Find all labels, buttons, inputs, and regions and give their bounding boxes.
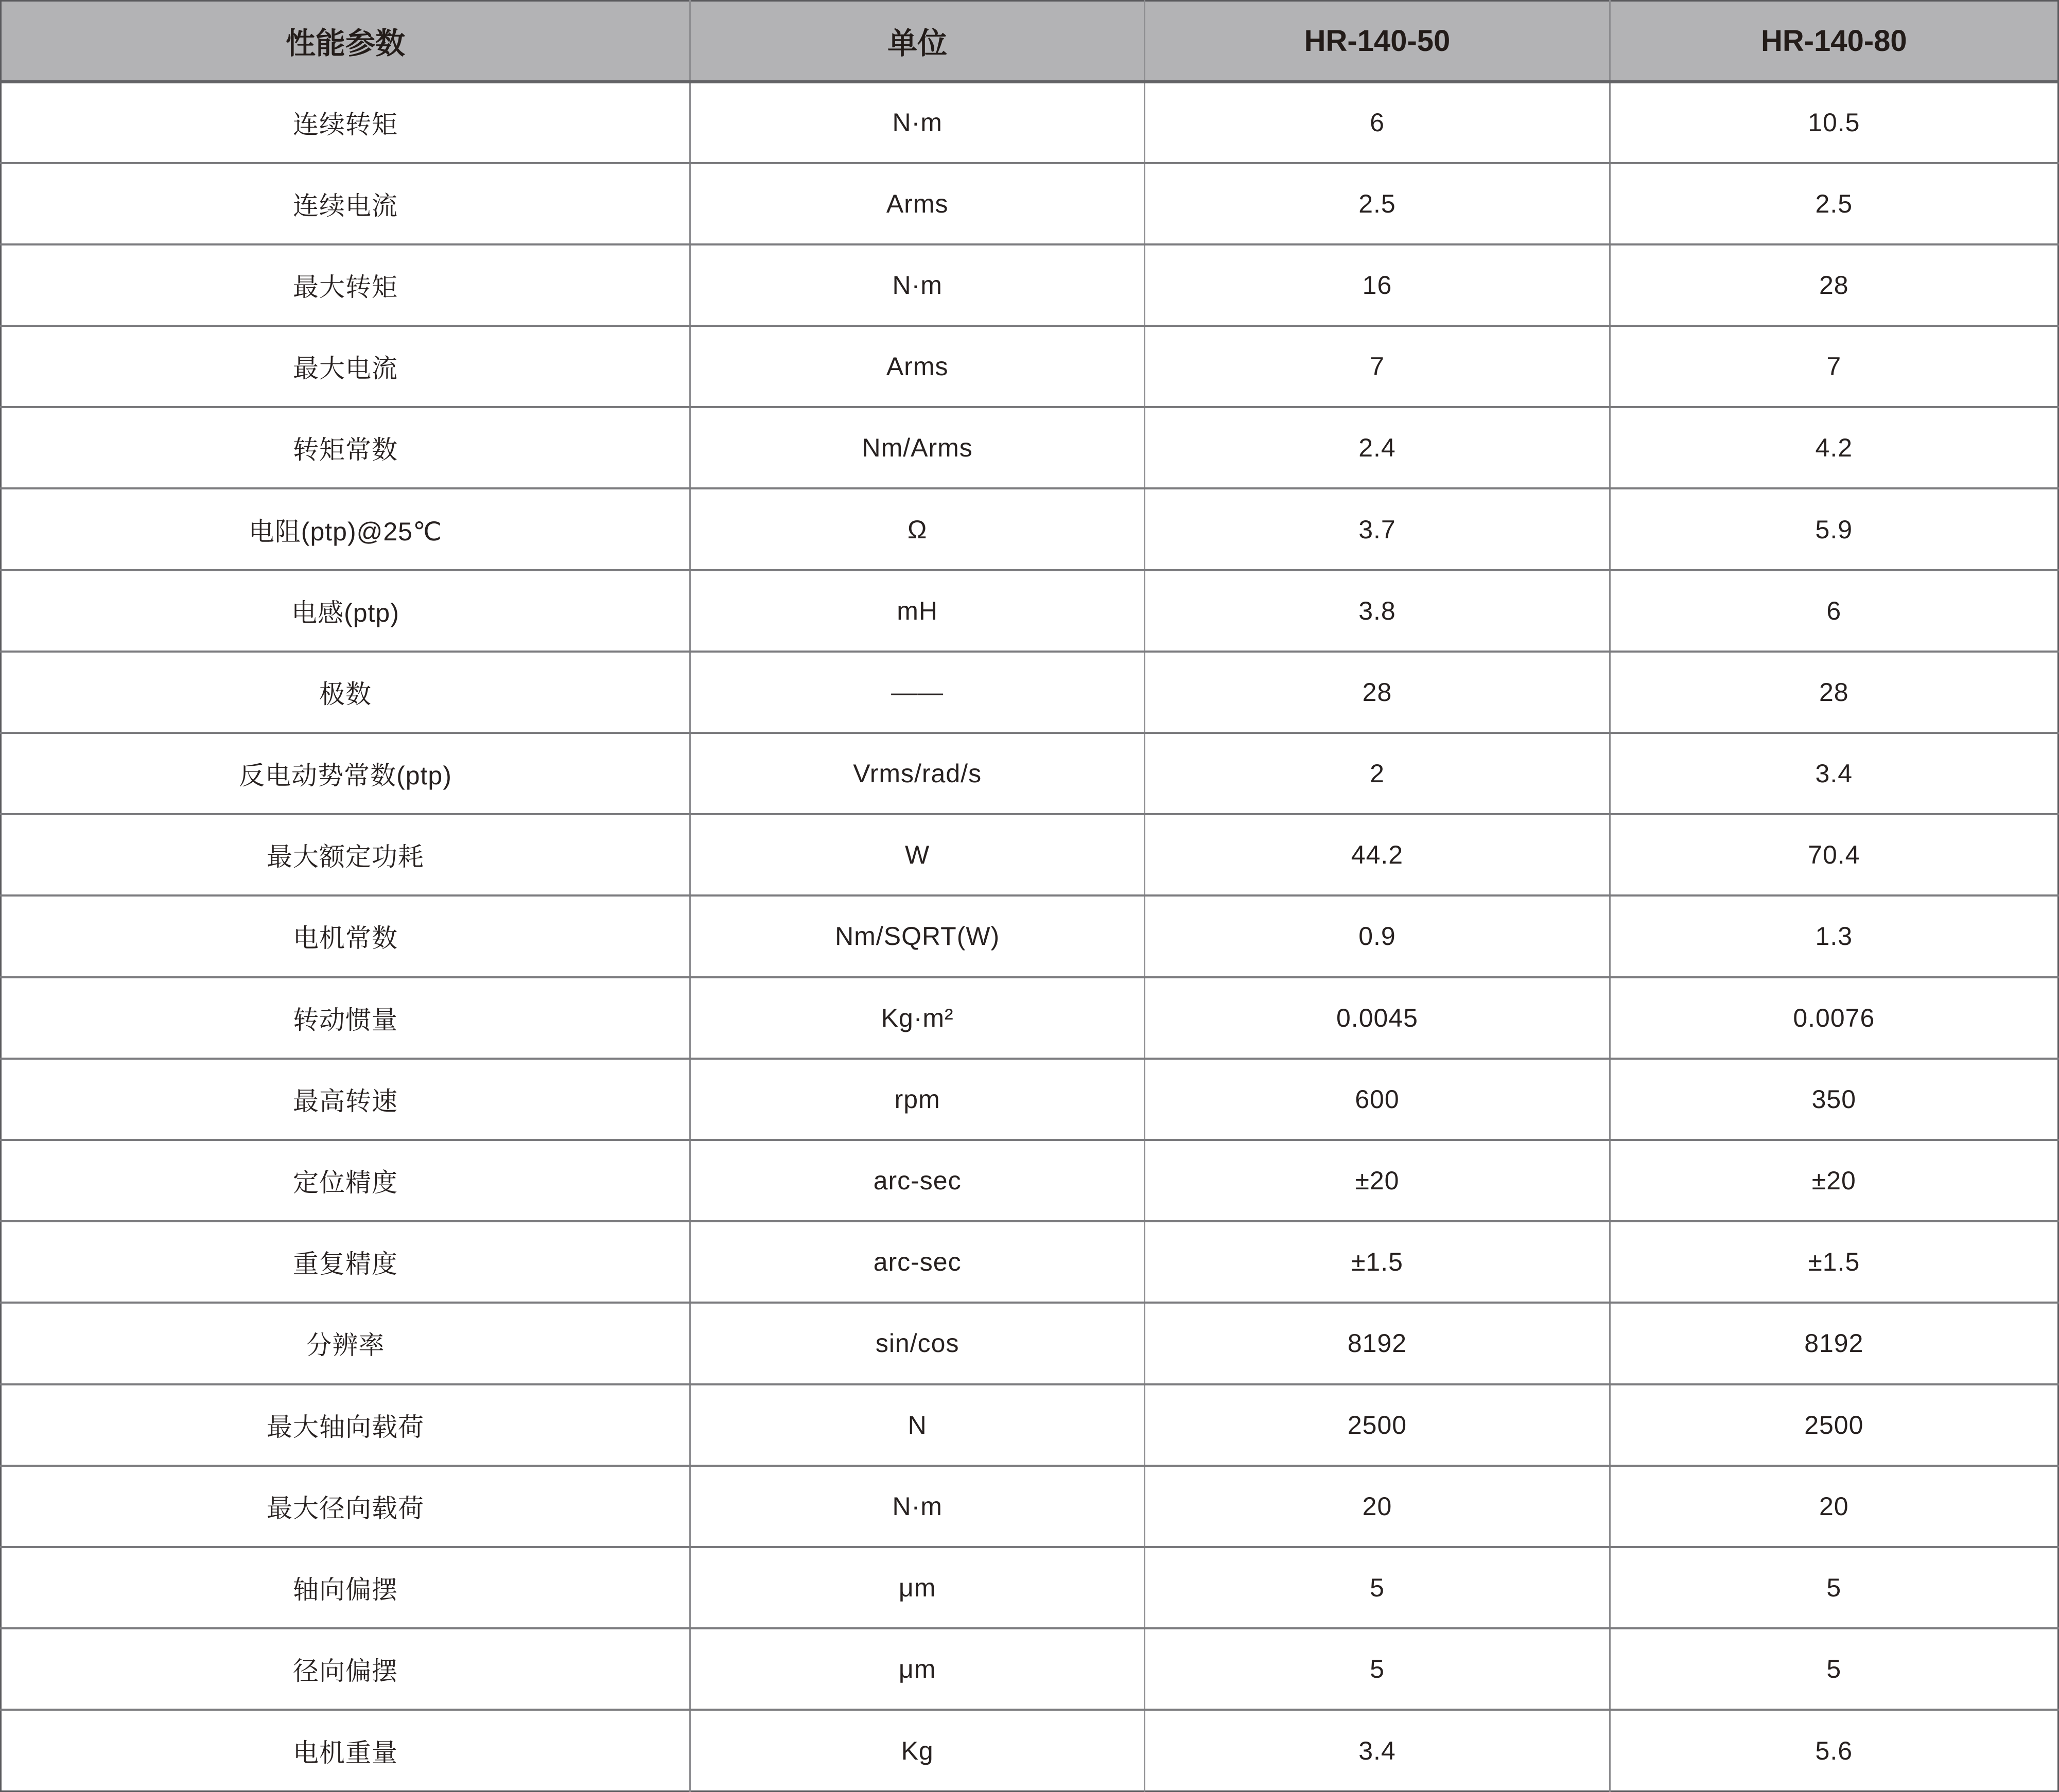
column-header-hr-140-80: HR-140-80 — [1610, 1, 2058, 82]
header-row — [1, 1, 2058, 82]
table-row — [1, 977, 2058, 1059]
value-cell-hr-140-80: 2.5 — [1610, 163, 2058, 244]
table-body — [1, 82, 2058, 1791]
column-header-hr-140-50: HR-140-50 — [1145, 1, 1610, 82]
table-row — [1, 1221, 2058, 1303]
value-cell-hr-140-50: ±20 — [1145, 1140, 1610, 1221]
param-cell: 连续电流 — [1, 163, 690, 244]
value-cell-hr-140-80: 1.3 — [1610, 895, 2058, 977]
value-cell-hr-140-50: 8192 — [1145, 1303, 1610, 1384]
table-row — [1, 1547, 2058, 1628]
value-cell-hr-140-50: 3.8 — [1145, 570, 1610, 652]
param-cell: 轴向偏摆 — [1, 1547, 690, 1628]
unit-cell: N — [690, 1384, 1144, 1466]
value-cell-hr-140-80: ±1.5 — [1610, 1221, 2058, 1303]
unit-cell: μm — [690, 1547, 1144, 1628]
table-row — [1, 488, 2058, 570]
table-row — [1, 1384, 2058, 1466]
value-cell-hr-140-80: 2500 — [1610, 1384, 2058, 1466]
value-cell-hr-140-50: ±1.5 — [1145, 1221, 1610, 1303]
unit-cell: Nm/Arms — [690, 407, 1144, 488]
value-cell-hr-140-50: 16 — [1145, 244, 1610, 326]
param-cell: 最大电流 — [1, 326, 690, 407]
value-cell-hr-140-80: 5 — [1610, 1547, 2058, 1628]
table-row — [1, 1303, 2058, 1384]
param-cell: 定位精度 — [1, 1140, 690, 1221]
value-cell-hr-140-50: 2 — [1145, 733, 1610, 814]
unit-cell: Arms — [690, 163, 1144, 244]
unit-cell: Kg — [690, 1710, 1144, 1791]
value-cell-hr-140-50: 5 — [1145, 1628, 1610, 1710]
table-row — [1, 82, 2058, 163]
value-cell-hr-140-80: 5.9 — [1610, 488, 2058, 570]
value-cell-hr-140-50: 20 — [1145, 1466, 1610, 1547]
value-cell-hr-140-50: 7 — [1145, 326, 1610, 407]
unit-cell: μm — [690, 1628, 1144, 1710]
table-row — [1, 1710, 2058, 1791]
unit-cell: rpm — [690, 1059, 1144, 1140]
unit-cell: arc-sec — [690, 1221, 1144, 1303]
table-row — [1, 1140, 2058, 1221]
unit-cell: Vrms/rad/s — [690, 733, 1144, 814]
value-cell-hr-140-80: ±20 — [1610, 1140, 2058, 1221]
value-cell-hr-140-80: 350 — [1610, 1059, 2058, 1140]
value-cell-hr-140-80: 8192 — [1610, 1303, 2058, 1384]
param-cell: 反电动势常数(ptp) — [1, 733, 690, 814]
param-cell: 电感(ptp) — [1, 570, 690, 652]
column-header-unit: 单位 — [690, 1, 1144, 82]
param-cell: 转矩常数 — [1, 407, 690, 488]
unit-cell: N·m — [690, 244, 1144, 326]
table-row — [1, 163, 2058, 244]
param-cell: 转动惯量 — [1, 977, 690, 1059]
param-cell: 分辨率 — [1, 1303, 690, 1384]
unit-cell: Arms — [690, 326, 1144, 407]
table-row — [1, 895, 2058, 977]
table-row — [1, 570, 2058, 652]
unit-cell: Ω — [690, 488, 1144, 570]
param-cell: 径向偏摆 — [1, 1628, 690, 1710]
value-cell-hr-140-50: 600 — [1145, 1059, 1610, 1140]
param-cell: 电机重量 — [1, 1710, 690, 1791]
value-cell-hr-140-80: 6 — [1610, 570, 2058, 652]
value-cell-hr-140-50: 3.4 — [1145, 1710, 1610, 1791]
table-row — [1, 1466, 2058, 1547]
value-cell-hr-140-50: 6 — [1145, 82, 1610, 163]
param-cell: 电阻(ptp)@25℃ — [1, 488, 690, 570]
value-cell-hr-140-50: 5 — [1145, 1547, 1610, 1628]
unit-cell: N·m — [690, 82, 1144, 163]
value-cell-hr-140-80: 28 — [1610, 244, 2058, 326]
param-cell: 最大转矩 — [1, 244, 690, 326]
value-cell-hr-140-80: 70.4 — [1610, 814, 2058, 895]
table-row — [1, 1059, 2058, 1140]
value-cell-hr-140-50: 44.2 — [1145, 814, 1610, 895]
table-row — [1, 1628, 2058, 1710]
value-cell-hr-140-50: 28 — [1145, 652, 1610, 733]
value-cell-hr-140-80: 7 — [1610, 326, 2058, 407]
table-row — [1, 244, 2058, 326]
table-row — [1, 326, 2058, 407]
unit-cell: Nm/SQRT(W) — [690, 895, 1144, 977]
table-row — [1, 733, 2058, 814]
param-cell: 电机常数 — [1, 895, 690, 977]
unit-cell: sin/cos — [690, 1303, 1144, 1384]
value-cell-hr-140-80: 5.6 — [1815, 1736, 1853, 1765]
value-cell-hr-140-50: 2500 — [1145, 1384, 1610, 1466]
column-header-param: 性能参数 — [1, 1, 690, 82]
value-cell-hr-140-80: 28 — [1610, 652, 2058, 733]
value-cell-hr-140-50: 0.0045 — [1145, 977, 1610, 1059]
table-row — [1, 407, 2058, 488]
param-cell: 重复精度 — [1, 1221, 690, 1303]
table-header — [1, 1, 2058, 82]
param-cell: 最大径向载荷 — [1, 1466, 690, 1547]
value-cell-hr-140-50: 3.7 — [1145, 488, 1610, 570]
value-cell-hr-140-80: 20 — [1610, 1466, 2058, 1547]
param-cell: 最大额定功耗 — [1, 814, 690, 895]
value-cell-hr-140-80: 10.5 — [1610, 82, 2058, 163]
unit-cell: arc-sec — [690, 1140, 1144, 1221]
unit-cell: W — [690, 814, 1144, 895]
value-cell-hr-140-80: 0.0076 — [1610, 977, 2058, 1059]
param-cell: 连续转矩 — [1, 82, 690, 163]
unit-cell: —— — [690, 652, 1144, 733]
value-cell-hr-140-50: 2.4 — [1145, 407, 1610, 488]
unit-cell: mH — [690, 570, 1144, 652]
unit-cell: Kg·m² — [690, 977, 1144, 1059]
value-cell-hr-140-80: 4.2 — [1610, 407, 2058, 488]
value-cell-hr-140-80: 5 — [1610, 1628, 2058, 1710]
table-row — [1, 814, 2058, 895]
param-cell: 极数 — [1, 652, 690, 733]
unit-cell: N·m — [690, 1466, 1144, 1547]
param-cell: 最高转速 — [1, 1059, 690, 1140]
table-row — [1, 652, 2058, 733]
value-cell-hr-140-50: 0.9 — [1145, 895, 1610, 977]
value-cell-hr-140-50: 2.5 — [1145, 163, 1610, 244]
param-cell: 最大轴向载荷 — [1, 1384, 690, 1466]
value-cell-hr-140-80: 3.4 — [1610, 733, 2058, 814]
